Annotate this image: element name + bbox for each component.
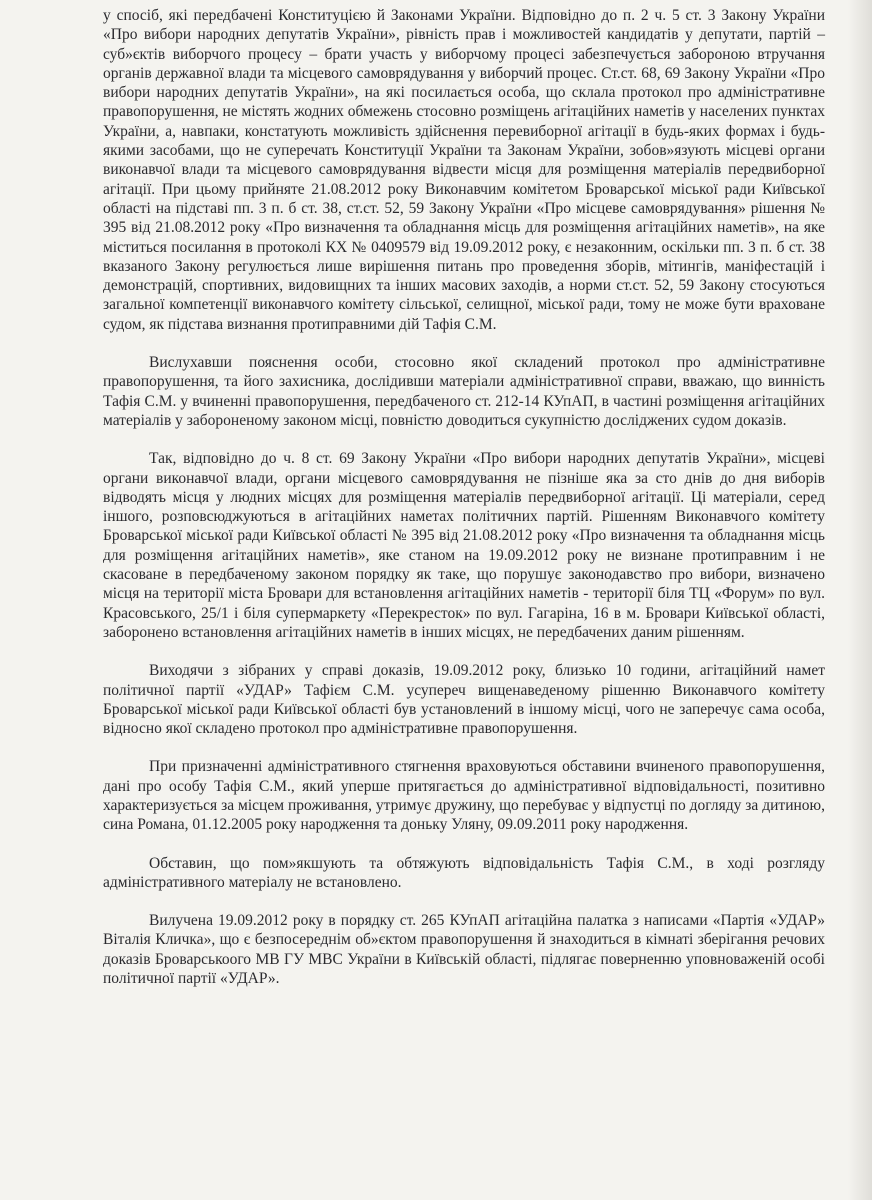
paragraph-sanction-circumstances: При призначенні адміністративного стягнення враховуються обставини вчиненого правопорушення, дані про особу Тафія С.М., який уперше притягається до адміністративної відповідальності, позитивно характеризується за місцем проживання, утримує дружину, що перебуває у відпустці по догляду за дитиною, сина Романа, 01.12.2005 року народження та доньку Уляну, 09.09.2011 року народження. [103, 758, 825, 834]
paper-edge-shadow [848, 0, 872, 1200]
paragraph-law-reference: Так, відповідно до ч. 8 ст. 69 Закону України «Про вибори народних депутатів України», місцеві органи виконавчої влади, органи місцевого самоврядування не пізніше яка за сто днів до дня виборів відводять місця у людних місцях для розміщення матеріалів передвиборної агітації. Ці матеріали, серед іншого, розповсюджуються в агітаційних наметах політичних партій. Рішенням Виконавчого комітету Броварської міської ради Київської області № 395 від 21.08.2012 року «Про визначення та обладнання місць для розміщення агітаційних наметів», яке станом на 19.09.2012 року не визнане протиправним і не скасоване в передбаченому законом порядку як таке, що порушує законодавство про вибори, визначено місця на території міста Бровари для встановлення агітаційних наметів - території біля ТЦ «Форум» по вул. Красовського, 25/1 і біля супермаркету «Перекресток» по вул. Гагаріна, 16 в м. Бровари Київської області, заборонено встановлення агітаційних наметів в інших місцях, не передбачених даним рішенням. [103, 450, 825, 641]
paragraph-mitigating: Обставин, що пом»якшують та обтяжують відповідальність Тафія С.М., в ході розгляду адміністративного матеріалу не встановлено. [103, 854, 825, 891]
paragraph-hearing: Вислухавши пояснення особи, стосовно якої складений протокол про адміністративне правопорушення, та його захисника, дослідивши матеріали адміністративної справи, вважаю, що винність Тафія С.М. у вчиненні правопорушення, передбаченого ст. 212-14 КУпАП, в частині розміщення агітаційних матеріалів у забороненому законом місці, повністю доводиться сукупністю досліджених судом доказів. [103, 354, 825, 429]
document-body [103, 6, 825, 1007]
paragraph-continuation: у спосіб, які передбачені Конституцією й Законами України. Відповідно до п. 2 ч. 5 ст. 3 Закону України «Про вибори народних депутатів України», рівність прав і можливостей кандидатів у депутати, партій – суб»єктів виборчого процесу – брати участь у виборчому процесі забезпечується забороною втручання органів державної влади та місцевого самоврядування у виборчий процес. Ст.ст. 68, 69 Закону України «Про вибори народних депутатів України», на які посилається особа, що склала протокол про адміністративне правопорушення, не містять жодних обмежень стосовно розміщень агітаційних наметів у населених пунктах України, а, навпаки, констатують можливість здійснення перевиборної агітації в будь-яких формах і будь-якими засобами, що не суперечать Конституції України та Законам України, зобов»язують місцеві органи виконавчої влади та місцевого самоврядування відвести місця для розміщення матеріалів передвиборної агітації. При цьому прийняте 21.08.2012 року Виконавчим комітетом Броварської міської ради Київської області на підставі пп. 3 п. б ст. 38, ст.ст. 52, 59 Закону України «Про місцеве самоврядування» рішення № 395 від 21.08.2012 року «Про визначення та обладнання місць для розміщення агітаційних наметів», на яке міститься посилання в протоколі КХ № 0409579 від 19.09.2012 року, є незаконним, оскільки пп. 3 п. б ст. 38 вказаного Закону регулюється лише вирішення питань про проведення зборів, мітингів, маніфестацій і демонстрацій, спортивних, видовищних та інших масових заходів, а норми ст.ст. 52, 59 Закону стосуються загальної компетенції виконавчого комітету сільської, селищної, міської ради, тому не може бути враховане судом, як підстава визнання протиправними дій Тафія С.М. [103, 7, 825, 333]
paragraph-evidence: Виходячи з зібраних у справі доказів, 19.09.2012 року, близько 10 години, агітаційний намет політичної партії «УДАР» Тафієм С.М. усупереч вищенаведеному рішенню Виконавчого комітету Броварської міської ради Київської області був установлений в іншому місці, чого не заперечує сама особа, відносно якої складено протокол про адміністративне правопорушення. [103, 662, 825, 738]
paragraph-seized-tent: Вилучена 19.09.2012 року в порядку ст. 265 КУпАП агітаційна палатка з написами «Партія «УДАР» Віталія Кличка», що є безпосереднім об»єктом правопорушення й знаходиться в кімнаті зберігання речових доказів Броварськоого МВ ГУ МВС України в Київській області, підлягає поверненню уповноваженій особі політичної партії «УДАР». [103, 912, 825, 988]
